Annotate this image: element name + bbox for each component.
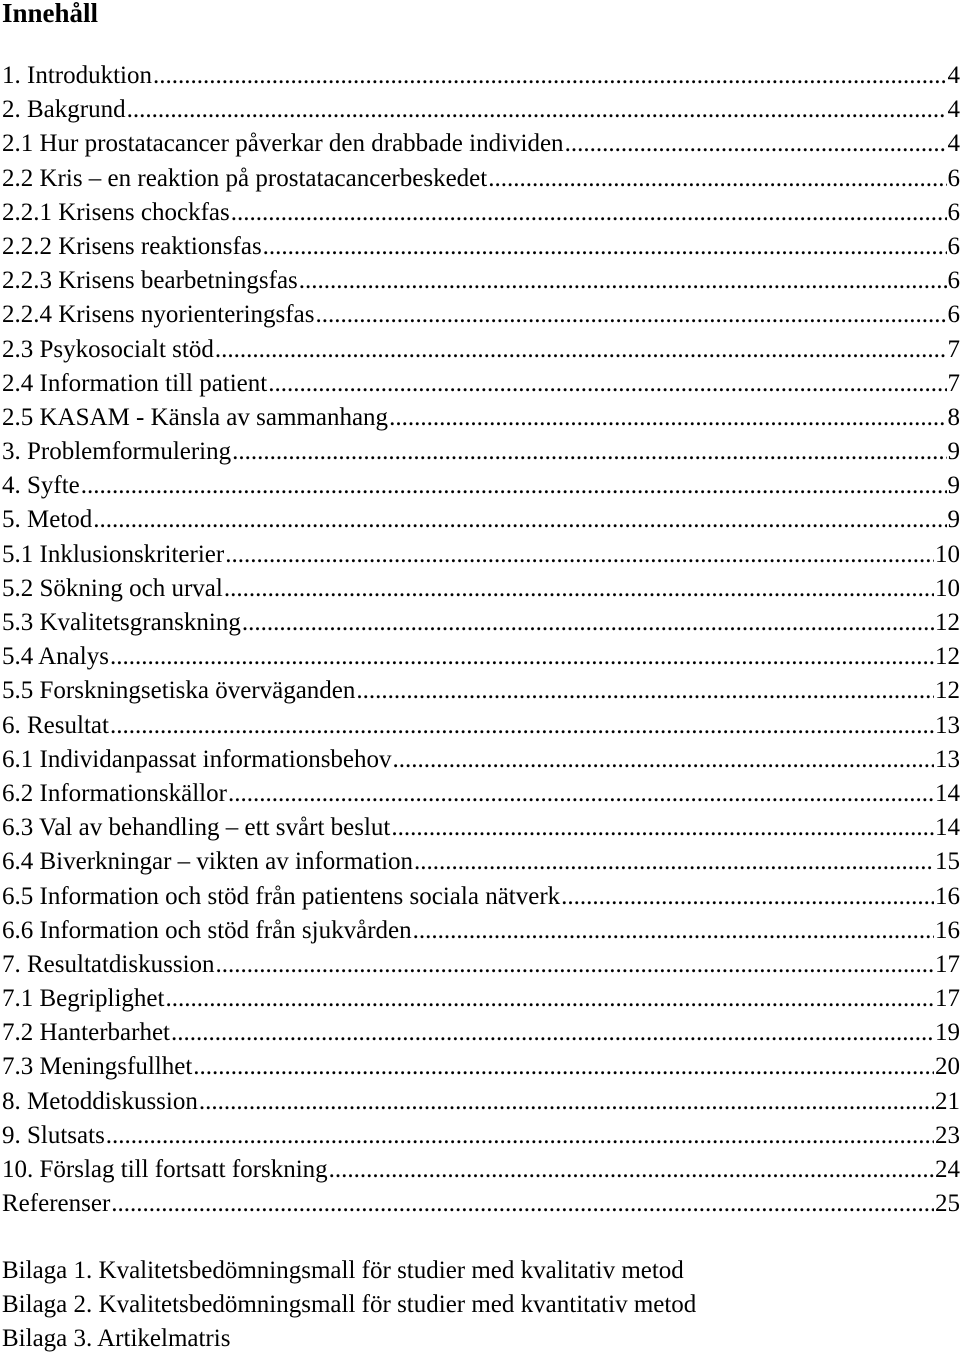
toc-entry[interactable] bbox=[2, 59, 960, 93]
toc-page-number: 13 bbox=[935, 743, 960, 777]
toc-page-number: 6 bbox=[948, 162, 960, 196]
toc-page-number: 6 bbox=[948, 196, 960, 230]
toc-entry[interactable] bbox=[2, 435, 960, 469]
toc-dot-leader bbox=[224, 572, 934, 606]
toc-dot-leader bbox=[193, 1050, 934, 1084]
toc-page-number: 4 bbox=[948, 93, 960, 127]
toc-entry[interactable] bbox=[2, 162, 960, 196]
toc-page-number: 13 bbox=[935, 709, 960, 743]
toc-entry-label: 8. Metoddiskussion bbox=[2, 1085, 198, 1119]
toc-entry[interactable] bbox=[2, 333, 960, 367]
toc-page-number: 20 bbox=[935, 1050, 960, 1084]
toc-dot-leader bbox=[565, 127, 947, 161]
toc-entry-label: 9. Slutsats bbox=[2, 1119, 105, 1153]
toc-page-number: 10 bbox=[935, 538, 960, 572]
toc-dot-leader bbox=[199, 1085, 934, 1119]
toc-entry[interactable] bbox=[2, 777, 960, 811]
toc-page-number: 6 bbox=[948, 298, 960, 332]
toc-entry-label: 7.1 Begriplighet bbox=[2, 982, 164, 1016]
toc-dot-leader bbox=[165, 982, 934, 1016]
toc-entry[interactable] bbox=[2, 503, 960, 537]
toc-entry-label: 2.5 KASAM - Känsla av sammanhang bbox=[2, 401, 388, 435]
toc-dot-leader bbox=[389, 401, 946, 435]
toc-entry-label: 7.3 Meningsfullhet bbox=[2, 1050, 192, 1084]
toc-entry-label: 2. Bakgrund bbox=[2, 93, 126, 127]
appendix-item: Bilaga 1. Kvalitetsbedömningsmall för studier med kvalitativ metod bbox=[2, 1254, 696, 1288]
toc-dot-leader bbox=[110, 640, 934, 674]
toc-entry[interactable] bbox=[2, 401, 960, 435]
toc-dot-leader bbox=[153, 59, 947, 93]
toc-page-number: 12 bbox=[935, 640, 960, 674]
toc-dot-leader bbox=[228, 777, 934, 811]
appendix-list bbox=[2, 1254, 696, 1357]
toc-entry[interactable] bbox=[2, 196, 960, 230]
toc-page-number: 24 bbox=[935, 1153, 960, 1187]
toc-entry[interactable] bbox=[2, 880, 960, 914]
toc-entry-label: 2.2 Kris – en reaktion på prostatacancerbeskedet bbox=[2, 162, 487, 196]
toc-list bbox=[2, 59, 960, 1221]
toc-dot-leader bbox=[414, 845, 934, 879]
toc-page-number: 8 bbox=[948, 401, 960, 435]
toc-entry-label: 3. Problemformulering bbox=[2, 435, 231, 469]
toc-page-number: 16 bbox=[935, 880, 960, 914]
toc-page-number: 16 bbox=[935, 914, 960, 948]
toc-page-number: 6 bbox=[948, 264, 960, 298]
toc-page-number: 17 bbox=[935, 948, 960, 982]
toc-entry[interactable] bbox=[2, 572, 960, 606]
toc-entry-label: 2.2.1 Krisens chockfas bbox=[2, 196, 230, 230]
toc-entry[interactable] bbox=[2, 640, 960, 674]
toc-dot-leader bbox=[315, 298, 946, 332]
toc-entry-label: 6. Resultat bbox=[2, 709, 109, 743]
toc-entry-label: 2.1 Hur prostatacancer påverkar den drabbade individen bbox=[2, 127, 564, 161]
toc-entry[interactable] bbox=[2, 674, 960, 708]
toc-entry-label: 4. Syfte bbox=[2, 469, 80, 503]
toc-dot-leader bbox=[561, 880, 934, 914]
toc-entry[interactable] bbox=[2, 709, 960, 743]
toc-entry[interactable] bbox=[2, 230, 960, 264]
toc-entry[interactable] bbox=[2, 845, 960, 879]
appendix-item: Bilaga 3. Artikelmatris bbox=[2, 1322, 696, 1356]
toc-entry-label: 6.4 Biverkningar – vikten av information bbox=[2, 845, 413, 879]
toc-entry-label: 2.2.3 Krisens bearbetningsfas bbox=[2, 264, 298, 298]
toc-dot-leader bbox=[110, 709, 934, 743]
toc-dot-leader bbox=[242, 606, 934, 640]
toc-entry[interactable] bbox=[2, 606, 960, 640]
toc-page-number: 7 bbox=[948, 333, 960, 367]
toc-entry[interactable] bbox=[2, 93, 960, 127]
toc-dot-leader bbox=[356, 674, 934, 708]
toc-dot-leader bbox=[231, 196, 947, 230]
toc-entry-label: 6.3 Val av behandling – ett svårt beslut bbox=[2, 811, 390, 845]
toc-dot-leader bbox=[216, 948, 934, 982]
toc-dot-leader bbox=[93, 503, 946, 537]
toc-dot-leader bbox=[225, 538, 934, 572]
toc-dot-leader bbox=[393, 743, 934, 777]
toc-entry[interactable] bbox=[2, 948, 960, 982]
toc-entry-label: 6.2 Informationskällor bbox=[2, 777, 227, 811]
toc-dot-leader bbox=[299, 264, 947, 298]
toc-entry-label: 2.3 Psykosocialt stöd bbox=[2, 333, 214, 367]
toc-entry[interactable] bbox=[2, 743, 960, 777]
toc-entry[interactable] bbox=[2, 811, 960, 845]
toc-entry[interactable] bbox=[2, 127, 960, 161]
toc-page-number: 4 bbox=[948, 127, 960, 161]
toc-entry-label: 7. Resultatdiskussion bbox=[2, 948, 215, 982]
toc-dot-leader bbox=[329, 1153, 934, 1187]
toc-dot-leader bbox=[263, 230, 947, 264]
toc-page-number: 10 bbox=[935, 572, 960, 606]
toc-entry[interactable] bbox=[2, 1153, 960, 1187]
toc-dot-leader bbox=[488, 162, 946, 196]
toc-page-number: 9 bbox=[948, 435, 960, 469]
toc-page-number: 12 bbox=[935, 674, 960, 708]
toc-entry[interactable] bbox=[2, 367, 960, 401]
toc-entry[interactable] bbox=[2, 914, 960, 948]
toc-entry[interactable] bbox=[2, 538, 960, 572]
toc-page-number: 14 bbox=[935, 777, 960, 811]
toc-entry[interactable] bbox=[2, 1187, 960, 1221]
toc-page-number: 19 bbox=[935, 1016, 960, 1050]
toc-dot-leader bbox=[81, 469, 947, 503]
toc-entry-label: 10. Förslag till fortsatt forskning bbox=[2, 1153, 328, 1187]
toc-entry-label: 2.2.2 Krisens reaktionsfas bbox=[2, 230, 262, 264]
toc-entry-label: 5.4 Analys bbox=[2, 640, 109, 674]
toc-dot-leader bbox=[106, 1119, 934, 1153]
appendix-item: Bilaga 2. Kvalitetsbedömningsmall för studier med kvantitativ metod bbox=[2, 1288, 696, 1322]
toc-entry-label: 5.1 Inklusionskriterier bbox=[2, 538, 224, 572]
toc-page-number: 15 bbox=[935, 845, 960, 879]
toc-page-number: 25 bbox=[935, 1187, 960, 1221]
toc-dot-leader bbox=[391, 811, 934, 845]
toc-entry-label: 5.5 Forskningsetiska överväganden bbox=[2, 674, 355, 708]
toc-entry-label: 5. Metod bbox=[2, 503, 92, 537]
toc-page-number: 12 bbox=[935, 606, 960, 640]
toc-page-number: 23 bbox=[935, 1119, 960, 1153]
toc-page-number: 4 bbox=[948, 59, 960, 93]
toc-entry-label: 5.3 Kvalitetsgranskning bbox=[2, 606, 241, 640]
toc-page-number: 9 bbox=[948, 503, 960, 537]
toc-dot-leader bbox=[232, 435, 946, 469]
toc-entry-label: 1. Introduktion bbox=[2, 59, 152, 93]
toc-dot-leader bbox=[268, 367, 946, 401]
toc-page-number: 14 bbox=[935, 811, 960, 845]
toc-dot-leader bbox=[215, 333, 947, 367]
toc-entry[interactable] bbox=[2, 469, 960, 503]
toc-entry[interactable] bbox=[2, 1119, 960, 1153]
toc-dot-leader bbox=[127, 93, 947, 127]
toc-entry[interactable] bbox=[2, 1085, 960, 1119]
toc-page-number: 6 bbox=[948, 230, 960, 264]
toc-entry-label: Referenser bbox=[2, 1187, 110, 1221]
toc-entry-label: 6.1 Individanpassat informationsbehov bbox=[2, 743, 392, 777]
toc-entry[interactable] bbox=[2, 298, 960, 332]
toc-dot-leader bbox=[413, 914, 934, 948]
toc-entry[interactable] bbox=[2, 1016, 960, 1050]
toc-entry[interactable] bbox=[2, 982, 960, 1016]
toc-entry-label: 2.2.4 Krisens nyorienteringsfas bbox=[2, 298, 314, 332]
toc-page-number: 21 bbox=[935, 1085, 960, 1119]
toc-entry-label: 7.2 Hanterbarhet bbox=[2, 1016, 170, 1050]
toc-entry-label: 2.4 Information till patient bbox=[2, 367, 267, 401]
toc-dot-leader bbox=[171, 1016, 934, 1050]
toc-entry-label: 6.6 Information och stöd från sjukvården bbox=[2, 914, 412, 948]
toc-entry[interactable] bbox=[2, 264, 960, 298]
toc-dot-leader bbox=[111, 1187, 934, 1221]
toc-entry[interactable] bbox=[2, 1050, 960, 1084]
toc-page-number: 17 bbox=[935, 982, 960, 1016]
toc-entry-label: 6.5 Information och stöd från patientens sociala nätverk bbox=[2, 880, 560, 914]
toc-title: Innehåll bbox=[2, 0, 98, 30]
toc-page-number: 9 bbox=[948, 469, 960, 503]
toc-entry-label: 5.2 Sökning och urval bbox=[2, 572, 223, 606]
toc-page-number: 7 bbox=[948, 367, 960, 401]
